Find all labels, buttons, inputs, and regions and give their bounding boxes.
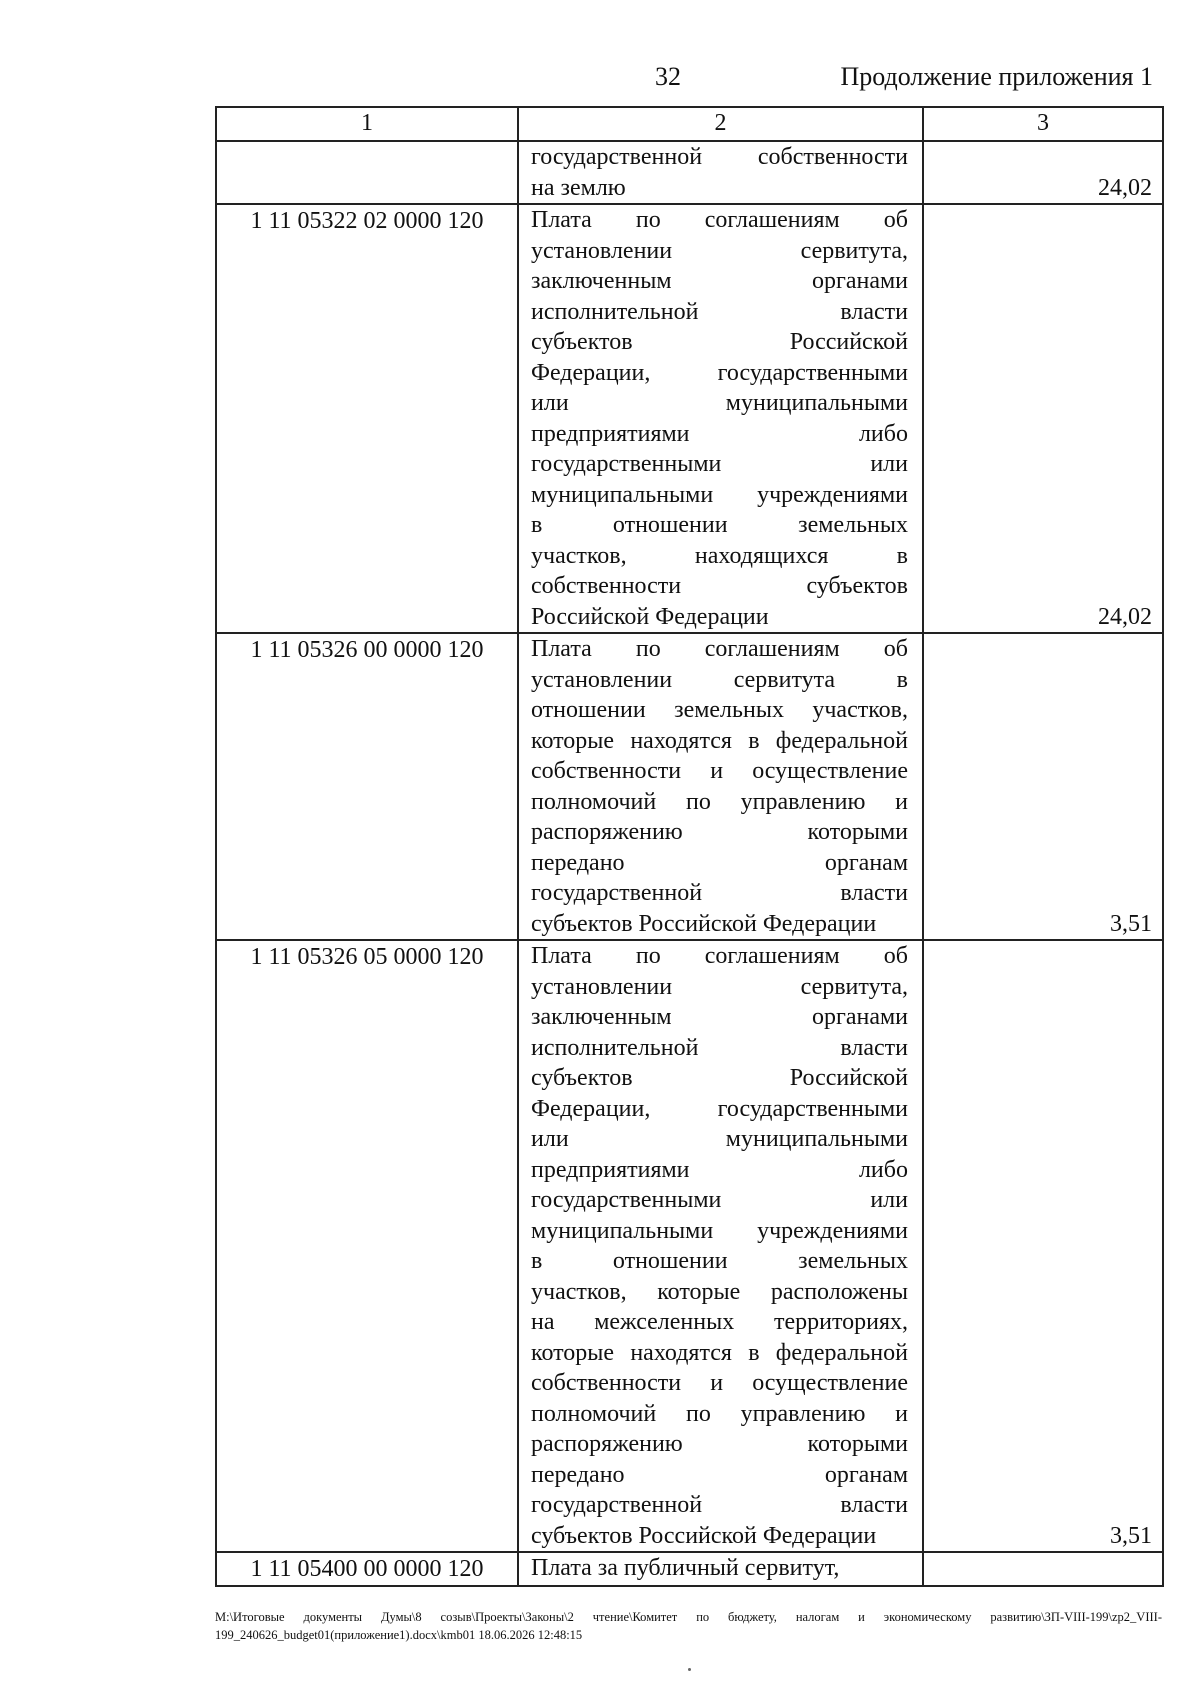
revenue-name-line: на межселенных территориях, <box>531 1309 908 1335</box>
revenue-name-line: заключенным органами <box>531 1004 908 1030</box>
revenue-name-line: или муниципальными <box>531 390 908 416</box>
amount: 3,51 <box>923 940 1163 1552</box>
scan-speck <box>688 1668 691 1671</box>
amount: 24,02 <box>923 141 1163 204</box>
table-row <box>216 633 1163 940</box>
budget-code: 1 11 05400 00 0000 120 <box>216 1552 518 1586</box>
revenue-name-line: Плата по соглашениям об <box>531 207 908 233</box>
revenue-name <box>518 940 923 1552</box>
budget-code: 1 11 05322 02 0000 120 <box>216 204 518 633</box>
column-header-2: 2 <box>518 107 923 141</box>
revenue-name-line: установлении сервитута в <box>531 666 908 693</box>
revenue-name-line: Российской Федерации <box>531 603 769 630</box>
budget-code: 1 11 05326 05 0000 120 <box>216 940 518 1552</box>
revenue-name-line: полномочий по управлению и <box>531 1400 908 1427</box>
table-row <box>216 1552 1163 1586</box>
revenue-name-line: субъектов Российской Федерации <box>531 1522 877 1549</box>
revenue-name-line: предприятиями либо <box>531 420 908 447</box>
revenue-name-line: собственности и осуществление <box>531 1370 908 1396</box>
revenue-name-line: которые находятся в федеральной <box>531 727 908 754</box>
budget-code: 1 11 05326 00 0000 120 <box>216 633 518 940</box>
revenue-name-line: Федерации, государственными <box>531 1095 908 1122</box>
revenue-name-line: собственности субъектов <box>531 573 908 599</box>
revenue-name-line: установлении сервитута, <box>531 973 908 1000</box>
revenue-name-line: участков, находящихся в <box>531 542 908 569</box>
column-header-1: 1 <box>216 107 518 141</box>
file-path-footer: M:\Итоговые документы Думы\8 созыв\Проекты\Законы\2 чтение\Комитет по бюджету, налогам и экономическому развитию\ЗП-VIII-199\zp2_VIII-199_240626_budget01(приложение1).docx\kmb01 18.06.2026 12:48:15 <box>215 1610 1162 1642</box>
revenue-name-line: полномочий по управлению и <box>531 788 908 815</box>
revenue-name-line: распоряжению которыми <box>531 819 908 845</box>
revenue-name-line: которые находятся в федеральной <box>531 1339 908 1366</box>
revenue-name-line: государственной власти <box>531 1492 908 1518</box>
revenue-name-line: Плата за публичный сервитут, <box>531 1555 840 1581</box>
revenue-name <box>518 141 923 204</box>
revenue-name-line: установлении сервитута, <box>531 237 908 264</box>
revenue-name-line: в отношении земельных <box>531 512 908 538</box>
revenue-name-line: предприятиями либо <box>531 1156 908 1183</box>
budget-table <box>215 106 1164 1587</box>
revenue-name-line: муниципальными учреждениями <box>531 481 908 508</box>
revenue-name <box>518 633 923 940</box>
revenue-name-line: Плата по соглашениям об <box>531 943 908 969</box>
page-number: 32 <box>655 62 681 91</box>
revenue-name <box>518 204 923 633</box>
revenue-name-line: собственности и осуществление <box>531 758 908 784</box>
revenue-name-line: государственной власти <box>531 880 908 906</box>
revenue-name-line: распоряжению которыми <box>531 1431 908 1457</box>
table-header-row <box>216 107 1163 141</box>
revenue-name-line: исполнительной власти <box>531 1034 908 1061</box>
revenue-name-line: отношении земельных участков, <box>531 697 908 723</box>
budget-code <box>216 141 518 204</box>
revenue-name-line: заключенным органами <box>531 268 908 294</box>
table-row <box>216 141 1163 204</box>
continuation-title: Продолжение приложения 1 <box>840 62 1153 91</box>
amount <box>923 1552 1163 1586</box>
revenue-name <box>518 1552 923 1586</box>
revenue-name-line: исполнительной власти <box>531 298 908 325</box>
revenue-name-line: в отношении земельных <box>531 1248 908 1274</box>
revenue-name-line: субъектов Российской Федерации <box>531 910 877 937</box>
revenue-name-line: передано органам <box>531 1461 908 1488</box>
column-header-3: 3 <box>923 107 1163 141</box>
revenue-name-line: на землю <box>531 174 626 201</box>
amount: 24,02 <box>923 204 1163 633</box>
table-row <box>216 940 1163 1552</box>
revenue-name-line: государственной собственности <box>531 144 908 170</box>
revenue-name-line: участков, которые расположены <box>531 1278 908 1305</box>
revenue-name-line: государственными или <box>531 451 908 477</box>
revenue-name-line: муниципальными учреждениями <box>531 1217 908 1244</box>
amount: 3,51 <box>923 633 1163 940</box>
table-row <box>216 204 1163 633</box>
revenue-name-line: государственными или <box>531 1187 908 1213</box>
revenue-name-line: или муниципальными <box>531 1126 908 1152</box>
revenue-name-line: передано органам <box>531 849 908 876</box>
revenue-name-line: Плата по соглашениям об <box>531 636 908 662</box>
revenue-name-line: Федерации, государственными <box>531 359 908 386</box>
revenue-name-line: субъектов Российской <box>531 1065 908 1091</box>
revenue-name-line: субъектов Российской <box>531 329 908 355</box>
